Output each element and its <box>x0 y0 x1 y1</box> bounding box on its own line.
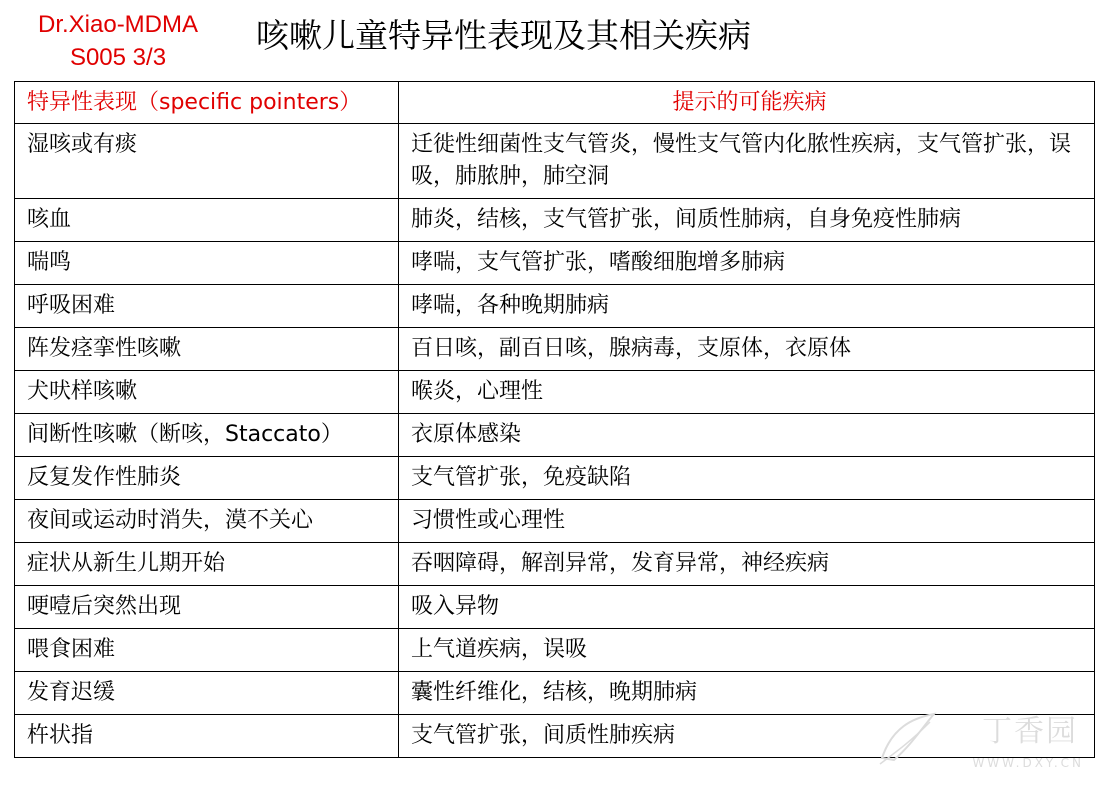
watermark-site: WWW.DXY.CN <box>972 756 1084 770</box>
disease-cell: 哮喘，各种晚期肺病 <box>399 285 1095 328</box>
disease-cell: 囊性纤维化，结核，晚期肺病 <box>399 672 1095 715</box>
tag-author: Dr.Xiao-MDMA <box>37 11 199 38</box>
header-possible-diseases: 提示的可能疾病 <box>399 82 1095 124</box>
disease-cell: 迁徙性细菌性支气管炎，慢性支气管内化脓性疾病，支气管扩张，误吸，肺脓肿，肺空洞 <box>399 124 1095 199</box>
table-row <box>15 328 1095 371</box>
table-row <box>15 285 1095 328</box>
disease-cell: 喉炎，心理性 <box>399 371 1095 414</box>
pointer-cell: 阵发痉挛性咳嗽 <box>15 328 399 371</box>
pointer-cell: 呼吸困难 <box>15 285 399 328</box>
pointer-cell: 咳血 <box>15 199 399 242</box>
watermark-brand: 丁香园 <box>982 714 1078 749</box>
disease-cell: 哮喘，支气管扩张，嗜酸细胞增多肺病 <box>399 242 1095 285</box>
table-header-row <box>15 82 1095 124</box>
pointer-cell: 哽噎后突然出现 <box>15 586 399 629</box>
disease-cell: 衣原体感染 <box>399 414 1095 457</box>
table-row <box>15 242 1095 285</box>
table-row <box>15 586 1095 629</box>
table-row <box>15 500 1095 543</box>
pointer-cell: 夜间或运动时消失，漠不关心 <box>15 500 399 543</box>
tag-slide-number: S005 3/3 <box>69 44 167 71</box>
disease-cell: 肺炎，结核，支气管扩张，间质性肺病，自身免疫性肺病 <box>399 199 1095 242</box>
table-row <box>15 199 1095 242</box>
table-row <box>15 629 1095 672</box>
disease-cell: 习惯性或心理性 <box>399 500 1095 543</box>
disease-cell: 支气管扩张，免疫缺陷 <box>399 457 1095 500</box>
table-row <box>15 414 1095 457</box>
pointer-cell: 湿咳或有痰 <box>15 124 399 199</box>
pointer-cell: 症状从新生儿期开始 <box>15 543 399 586</box>
pointer-cell: 犬吠样咳嗽 <box>15 371 399 414</box>
header-specific-pointers: 特异性表现（specific pointers） <box>15 82 399 124</box>
pointer-cell: 发育迟缓 <box>15 672 399 715</box>
pointer-cell: 喂食困难 <box>15 629 399 672</box>
table-row <box>15 371 1095 414</box>
table-row <box>15 457 1095 500</box>
pointer-cell: 反复发作性肺炎 <box>15 457 399 500</box>
disease-cell: 吞咽障碍，解剖异常，发育异常，神经疾病 <box>399 543 1095 586</box>
disease-cell: 吸入异物 <box>399 586 1095 629</box>
pointer-cell: 喘鸣 <box>15 242 399 285</box>
slide-tag <box>18 8 218 74</box>
pointers-table <box>14 81 1095 758</box>
disease-cell: 上气道疾病，误吸 <box>399 629 1095 672</box>
watermark-logo-icon <box>872 708 942 768</box>
page-title: 咳嗽儿童特异性表现及其相关疾病 <box>256 16 751 55</box>
pointer-cell: 杵状指 <box>15 715 399 758</box>
table-row <box>15 124 1095 199</box>
pointer-cell: 间断性咳嗽（断咳，Staccato） <box>15 414 399 457</box>
disease-cell: 百日咳，副百日咳，腺病毒，支原体，衣原体 <box>399 328 1095 371</box>
table-row <box>15 543 1095 586</box>
disease-cell: 支气管扩张，间质性肺疾病 <box>399 715 1095 758</box>
